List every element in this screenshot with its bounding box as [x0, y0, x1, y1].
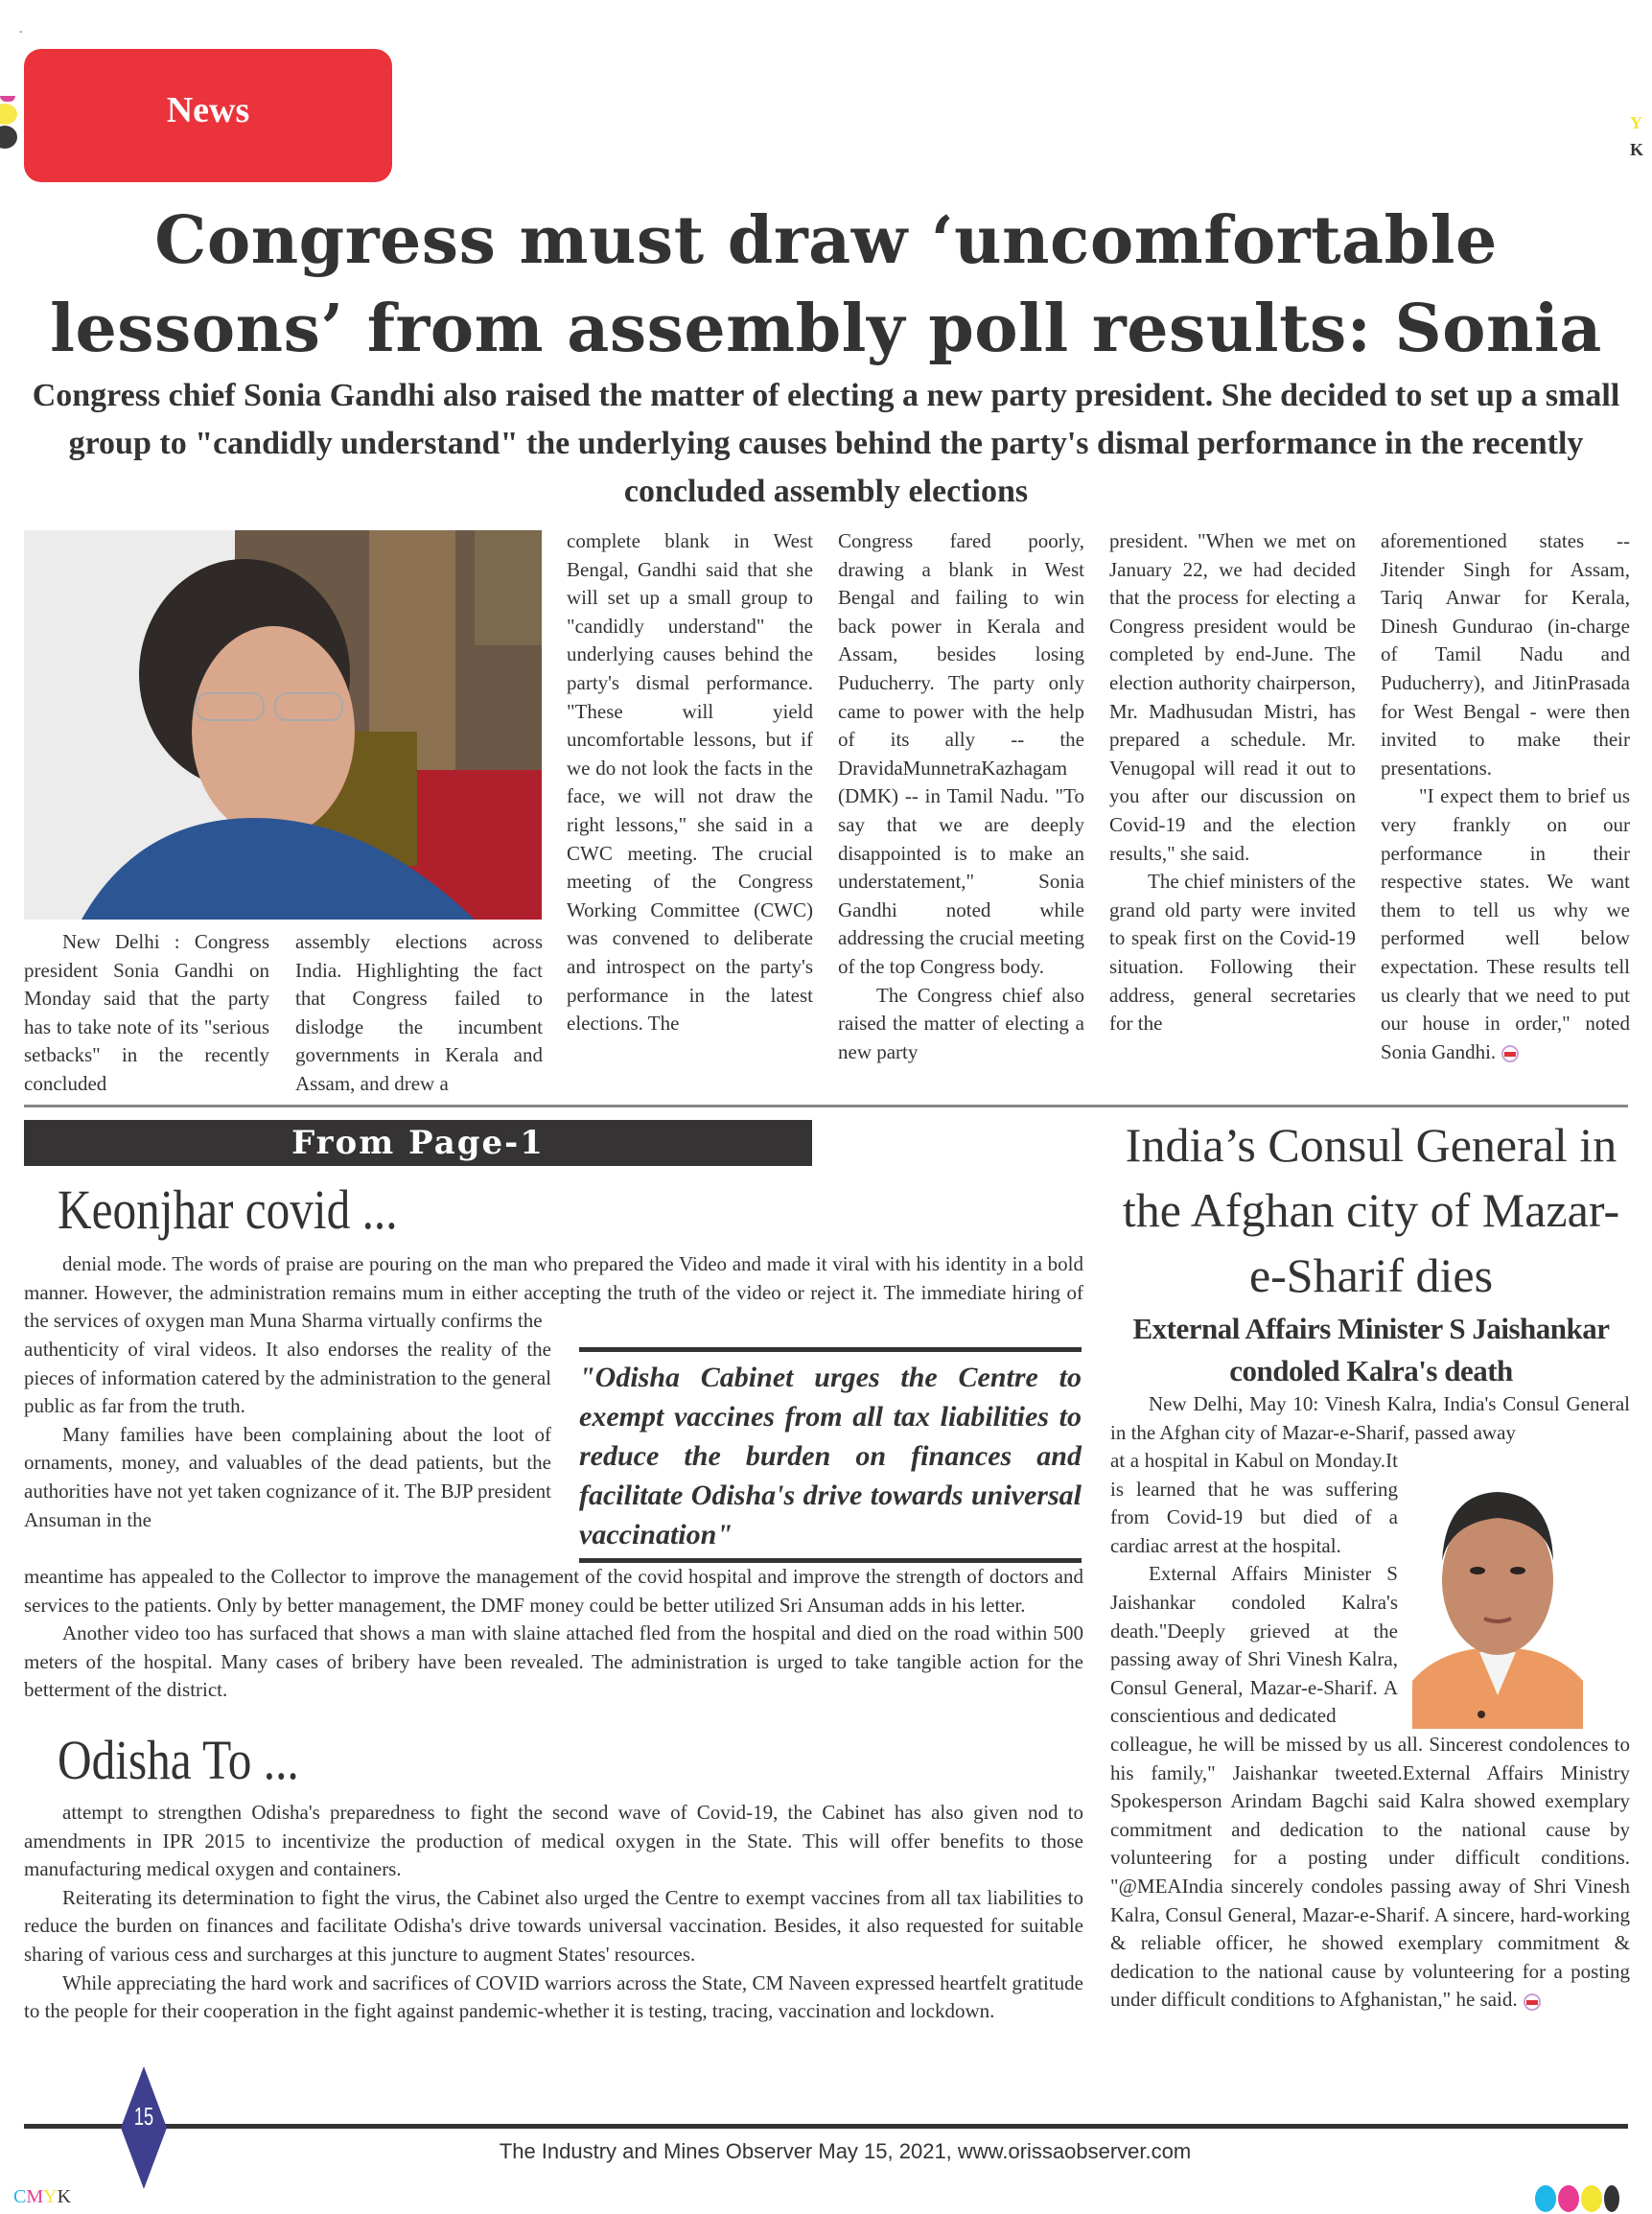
portrait-illustration-icon: [24, 530, 542, 920]
consul-para-1-text: New Delhi, May 10: Vinesh Kalra, India's Consul General in the Afghan city of Mazar-e-Sharif, passed away: [1110, 1392, 1630, 1444]
keonjhar-narrow-block: [24, 1336, 551, 1534]
registration-dot-magenta-bottom: [1558, 2185, 1579, 2212]
consul-para-2-cont: [1110, 1731, 1630, 2015]
keonjhar-para-1-wide: [24, 1250, 1083, 1336]
lead-headline-line-2: lessons’ from assembly poll results: Sonia: [50, 291, 1602, 367]
lead-headline-line-1: Congress must draw ‘uncomfortable: [154, 202, 1498, 279]
vinesh-kalra-photo: [1412, 1475, 1583, 1729]
section-divider: [24, 1105, 1628, 1107]
crop-mark-top-left: -: [19, 27, 23, 37]
odisha-para-2: Reiterating its determination to fight the virus, the Cabinet also urged the Centre to exempt vaccines from all tax liabilities to reduce the burden on finances and facilitate Odisha's drive towards universal vaccination. Besides, it also requested for suitable sharing of various cess and surcharges at this juncture to augment States' resources.: [24, 1885, 1083, 1966]
registration-dot-black-bottom: [1604, 2185, 1619, 2212]
lead-col6-para-2-text: "I expect them to brief us very frankly on our performance in their respective states. We want them to tell us why we performed well below expectation. These results tell us clearly that we need to put our house in order," noted Sonia Gandhi.: [1381, 784, 1630, 1063]
lead-col6-para-1: aforementioned states -- Jitender Singh for Assam, Tariq Anwar for Kerala, Dinesh Gundurao (in-charge of Tamil Nadu and Puducherry), and JitinPrasada for West Bengal - were then invited to make their presentations.: [1381, 529, 1630, 780]
lead-column-2: [295, 928, 543, 1099]
page-number: 15: [133, 2102, 154, 2131]
cmyk-k: K: [57, 2186, 72, 2207]
registration-dot-cyan: [1535, 2185, 1556, 2212]
portrait-illustration-icon: [1412, 1475, 1583, 1729]
sonia-gandhi-photo: [24, 530, 542, 920]
page-number-badge: [121, 2066, 167, 2189]
cmyk-registration-label: [13, 2186, 71, 2208]
lead-col2-text: assembly elections across India. Highlighting the fact that Congress failed to dislodge the incumbent governments in Kerala and Assam, and drew a: [295, 930, 543, 1095]
footer-rule: [24, 2124, 1628, 2129]
cmyk-m: M: [26, 2186, 44, 2207]
consul-narrow-block: [1110, 1447, 1398, 1731]
from-page-banner: [24, 1120, 812, 1166]
keonjhar-para-3-text: Another video too has surfaced that shows a man with slaine attached fled from the hospital and died on the road within 500 meters of the hospital. Many cases of bribery have been revealed. The administration is urged to take tangible action for the betterment of the district.: [24, 1621, 1083, 1702]
lead-column-5: [1109, 527, 1356, 1038]
lead-col4-para-1: Congress fared poorly, drawing a blank in West Bengal and failing to win back power in Kerala and Assam, besides losing Puducherry. The party only came to power with the help of its ally -- the DravidaMunnetraKazhagam (DMK) -- in Tamil Nadu. "To say that we are deeply disappointed is to make an understatement," Sonia Gandhi noted while addressing the crucial meeting of the top Congress body.: [838, 529, 1084, 978]
from-page-label: From Page-1: [291, 1124, 545, 1162]
imo-end-mark-icon: [1501, 1045, 1519, 1062]
registration-dot-magenta: [0, 96, 15, 102]
lead-col6-para-2: [1381, 782, 1630, 1066]
odisha-kicker: Odisha To ...: [58, 1729, 299, 1791]
consul-subheadline: External Affairs Minister S Jaishankar condoled Kalra's death: [1132, 1312, 1610, 1387]
registration-dot-yellow: [0, 104, 17, 125]
consul-para-2-cont-text: colleague, he will be missed by us all. Sincerest condolences to his family," Jaishankar tweeted.External Affairs Ministry Spokesperson Arindam Bagchi said Kalra showed exemplary commitment and dedication to the national cause by volunteering for a posting under difficult conditions. "@MEAIndia sincerely condoles passing away of Shri Vinesh Kalra, Consul General, Mazar-e-Sharif. A sincere, hard-working & reliable officer, he showed exemplary commitment & dedication to the national cause by volunteering for a posting under difficult conditions to Afghanistan," he said.: [1110, 1733, 1630, 2012]
registration-dot-black: [0, 126, 17, 149]
lead-deck: Congress chief Sonia Gandhi also raised the matter of electing a new party president. She decided to set up a small group to "candidly understand" the underlying causes behind the party's dismal performance in the recently concluded assembly elections: [32, 378, 1620, 509]
keonjhar-para-2-cont: meantime has appealed to the Collector to improve the management of the covid hospital and improve the strength of doctors and services to the patients. Only by better management, the DMF money could be better utilized Sri Ansuman adds in his letter.: [24, 1565, 1083, 1617]
odisha-body: [24, 1799, 1083, 2026]
lead-column-6: [1381, 527, 1630, 1066]
lead-headline: [19, 197, 1633, 373]
imo-end-mark-icon: [1524, 1993, 1541, 2011]
keonjhar-para-1-cont: authenticity of viral videos. It also endorses the reality of the pieces of information catered by the administration to the general public as far from the truth.: [24, 1338, 551, 1418]
section-tab-label: News: [166, 89, 250, 130]
consul-para-2-text: External Affairs Minister S Jaishankar condoled Kalra's death."Deeply grieved at the passing away of Shri Vinesh Kalra, Consul General, Mazar-e-Sharif. A conscientious and dedicated: [1110, 1562, 1398, 1728]
publication-line: The Industry and Mines Observer May 15, 2021, www.orissaobserver.com: [499, 2139, 1192, 2163]
keonjhar-kicker: Keonjhar covid ...: [58, 1178, 398, 1241]
consul-headline: India’s Consul General in the Afghan city of Mazar-e-Sharif dies: [1122, 1118, 1620, 1302]
lead-col5-para-2: The chief ministers of the grand old party were invited to speak first on the Covid-19 situation. Following their address, general secretaries for the: [1109, 870, 1356, 1036]
registration-dot-yellow-bottom: [1581, 2185, 1602, 2212]
lead-col3-text: complete blank in West Bengal, Gandhi said that she will set up a small group to "candidly understand" the underlying causes behind the party's dismal performance. "These will yield uncomfortable lessons, but if we do not look the facts in the face, we will not draw the right lessons," she said in a CWC meeting. The crucial meeting of the Congress Working Committee (CWC) was convened to deliberate and introspect on the party's performance in the latest elections. The: [567, 529, 813, 1036]
keonjhar-wide-block: [24, 1563, 1083, 1705]
section-tab-news: [24, 49, 392, 182]
consul-para-1-full: [1110, 1390, 1630, 1447]
cmyk-y: Y: [43, 2186, 58, 2207]
consul-para-2-full: [1110, 1731, 1630, 2015]
pull-quote: [579, 1347, 1082, 1563]
odisha-para-1: attempt to strengthen Odisha's preparedness to fight the second wave of Covid-19, the Cabinet has also given nod to amendments in IPR 2015 to incentivize the production of medical oxygen in the State. This will offer benefits to those manufacturing medical oxygen and containers.: [24, 1801, 1083, 1881]
pull-quote-text: "Odisha Cabinet urges the Centre to exempt vaccines from all tax liabilities to reduce the burden on finances and facilitate Odisha's drive towards universal vaccination": [579, 1362, 1082, 1550]
cmyk-c: C: [13, 2186, 27, 2207]
lead-col4-para-2: The Congress chief also raised the matter of electing a new party: [838, 983, 1084, 1063]
lead-column-1: [24, 928, 269, 1099]
lead-col5-para-1: president. "When we met on January 22, we had decided that the process for electing a Congress president would be completed by end-June. The election authority chairperson, Mr. Madhusudan Mistri, has prepared a schedule. Mr. Venugopal will read it out to you after our discussion on Covid-19 and the election results," she said.: [1109, 529, 1356, 865]
keonjhar-para-1-text: denial mode. The words of praise are pouring on the man who prepared the Video and made it viral with his identity in a bold manner. However, the administration remains mum in either accepting the truth of the video or reject it. The immediate hiring of the services of oxygen man Muna Sharma virtually confirms the: [24, 1252, 1083, 1333]
keonjhar-para-2-text: Many families have been complaining about the loot of ornaments, money, and valuables of the dead patients, but the authorities have not yet taken cognizance of it. The BJP president Ansuman in the: [24, 1422, 551, 1531]
registration-letter-k: K: [1630, 140, 1644, 159]
odisha-para-3: While appreciating the hard work and sacrifices of COVID warriors across the State, CM Naveen expressed heartfelt gratitude to the people for their cooperation in the fight against pandemic-whether it is testing, tracing, vaccination and lockdown.: [24, 1970, 1083, 2023]
lead-col1-text: New Delhi : Congress president Sonia Gandhi on Monday said that the party has to take note of its "serious setbacks" in the recently concluded: [24, 930, 269, 1095]
lead-column-4: [838, 527, 1084, 1066]
consul-para-1-cont: at a hospital in Kabul on Monday.It is learned that he was suffering from Covid-19 but died of a cardiac arrest at the hospital.: [1110, 1449, 1398, 1557]
lead-column-3: [567, 527, 813, 1038]
registration-letter-y: Y: [1630, 113, 1642, 132]
